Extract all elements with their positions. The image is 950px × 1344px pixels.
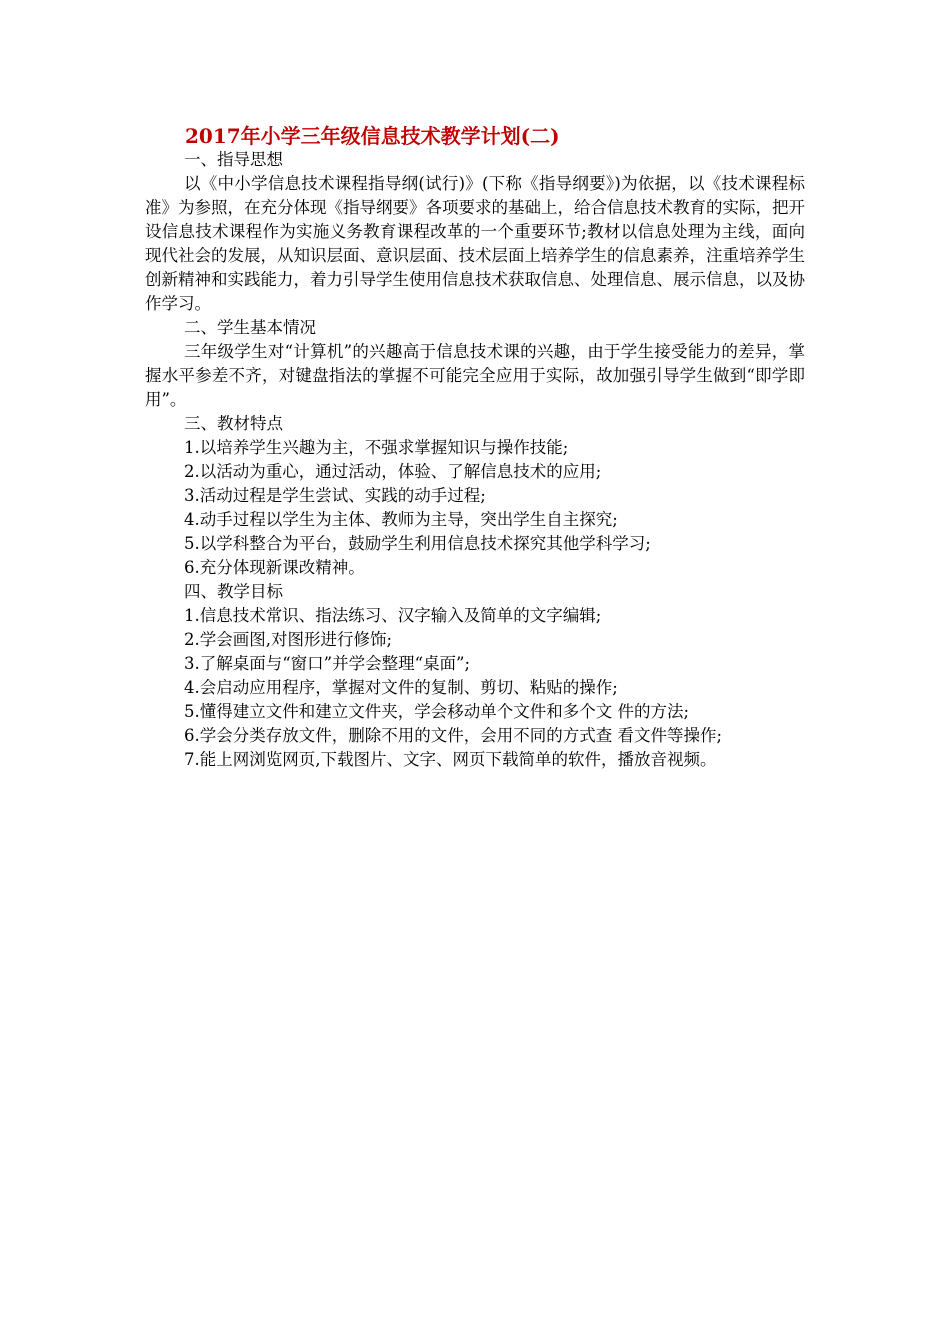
document-page <box>145 124 805 772</box>
list-item: 4.会启动应用程序，掌握对文件的复制、剪切、粘贴的操作; <box>184 678 618 697</box>
list-item: 5.以学科整合为平台，鼓励学生利用信息技术探究其他学科学习; <box>184 534 651 553</box>
section-heading-teaching-goals: 四、教学目标 <box>184 582 283 601</box>
list-item: 1.信息技术常识、指法练习、汉字输入及简单的文字编辑; <box>184 606 602 625</box>
list-item: 2.学会画图,对图形进行修饰; <box>184 630 393 649</box>
section-paragraph-guiding-thought: 以《中小学信息技术课程指导纲(试行)》(下称《指导纲要》)为依据，以《技术课程标准》为参照，在充分体现《指导纲要》各项要求的基础上，给合信息技术教育的实际，把开设信息技术课程作为实施义务教育课程改革的一个重要环节;教材以信息处理为主线，面向现代社会的发展，从知识层面、意识层面、技术层面上培养学生的信息素养，注重培养学生创新精神和实践能力，着力引导学生使用信息技术获取信息、处理信息、展示信息，以及协作学习。 <box>145 174 805 313</box>
list-item: 1.以培养学生兴趣为主，不强求掌握知识与操作技能; <box>184 438 569 457</box>
list-item: 6.学会分类存放文件，删除不用的文件，会用不同的方式查 看文件等操作; <box>184 726 723 745</box>
section-heading-student-situation: 二、学生基本情况 <box>184 318 316 337</box>
list-item: 4.动手过程以学生为主体、教师为主导，突出学生自主探究; <box>184 510 618 529</box>
list-item: 6.充分体现新课改精神。 <box>184 558 365 577</box>
list-item: 2.以活动为重心，通过活动，体验、了解信息技术的应用; <box>184 462 602 481</box>
textbook-features-list <box>145 436 805 580</box>
section-heading-textbook-features: 三、教材特点 <box>184 414 283 433</box>
list-item: 3.活动过程是学生尝试、实践的动手过程; <box>184 486 486 505</box>
section-heading-guiding-thought: 一、指导思想 <box>184 150 283 169</box>
section-paragraph-student-situation: 三年级学生对“计算机”的兴趣高于信息技术课的兴趣，由于学生接受能力的差异，掌握水平参差不齐，对键盘指法的掌握不可能完全应用于实际，故加强引导学生做到“即学即用”。 <box>145 342 805 409</box>
document-title: 2017年小学三年级信息技术教学计划(二) <box>185 124 560 148</box>
teaching-goals-list <box>145 604 805 772</box>
list-item: 5.懂得建立文件和建立文件夹，学会移动单个文件和多个文 件的方法; <box>184 702 690 721</box>
list-item: 3.了解桌面与“窗口”并学会整理“桌面”; <box>184 654 471 673</box>
list-item: 7.能上网浏览网页,下载图片、文字、网页下载简单的软件，播放音视频。 <box>184 750 717 769</box>
